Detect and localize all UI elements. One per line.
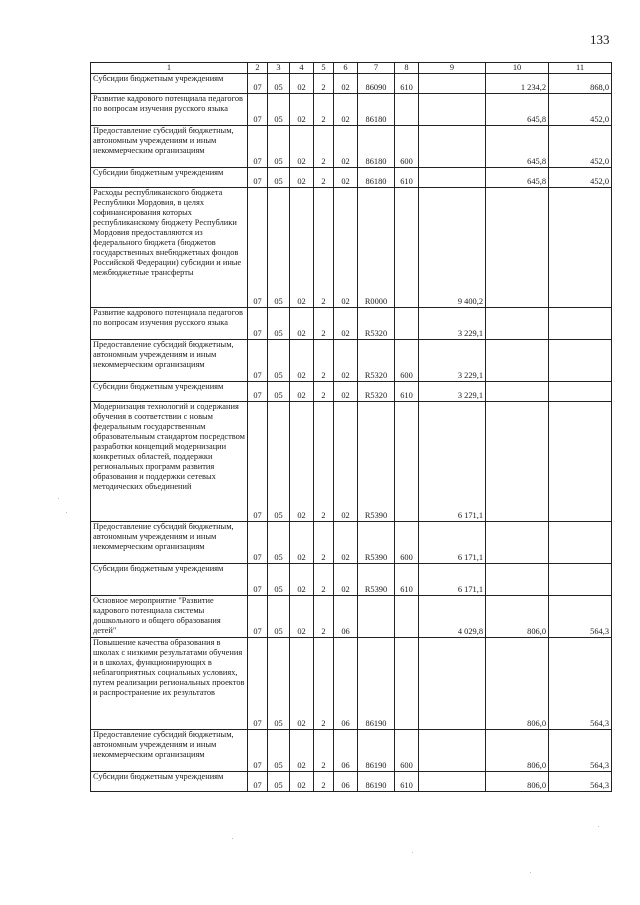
row-description: Развитие кадрового потенциала педагогов по вопросам изучения русского языка [91,94,248,126]
cell-program: 02 [290,168,314,188]
column-header: 2 [248,63,268,74]
cell-amount-col9: 9 400,2 [419,188,486,308]
cell-amount-col11: 452,0 [549,168,612,188]
column-header: 3 [268,63,290,74]
cell-subprogram: 2 [314,126,334,168]
cell-amount-col11: 564,3 [549,730,612,772]
table-row [91,94,612,126]
cell-target-code: R5390 [358,402,395,522]
cell-section: 07 [248,74,268,94]
column-header: 4 [290,63,314,74]
table-header-row [91,63,612,74]
cell-amount-col10: 806,0 [486,730,549,772]
cell-target-code: R5320 [358,340,395,382]
cell-section: 07 [248,564,268,596]
cell-section: 07 [248,772,268,792]
cell-event: 06 [334,772,358,792]
cell-event: 02 [334,522,358,564]
scan-speck [530,872,531,873]
cell-program: 02 [290,638,314,730]
cell-program: 02 [290,74,314,94]
cell-event: 02 [334,402,358,522]
cell-subsection: 05 [268,126,290,168]
row-description: Повышение качества образования в школах с низкими результатами обучения и в школах, функционирующих в неблагоприятных социальных условиях, путем реализации региональных проектов и распространение их результатов [91,638,248,730]
scan-speck [598,826,599,827]
cell-event: 02 [334,382,358,402]
cell-amount-col11 [549,402,612,522]
cell-section: 07 [248,340,268,382]
cell-section: 07 [248,522,268,564]
cell-expense-type: 610 [395,382,419,402]
cell-program: 02 [290,402,314,522]
table-row [91,340,612,382]
cell-target-code: 86190 [358,772,395,792]
cell-section: 07 [248,308,268,340]
cell-subsection: 05 [268,340,290,382]
cell-amount-col10 [486,340,549,382]
cell-subsection: 05 [268,564,290,596]
cell-amount-col10 [486,402,549,522]
cell-event: 02 [334,74,358,94]
cell-amount-col9: 6 171,1 [419,522,486,564]
cell-section: 07 [248,382,268,402]
cell-program: 02 [290,340,314,382]
cell-subprogram: 2 [314,94,334,126]
cell-amount-col11 [549,522,612,564]
row-description: Субсидии бюджетным учреждениям [91,382,248,402]
row-description: Основное мероприятие "Развитие кадрового потенциала системы дошкольного и общего образования детей" [91,596,248,638]
row-description: Расходы республиканского бюджета Республики Мордовия, в целях софинансирования которых республиканскому бюджету Республики Мордовия предоставляются из федерального бюджета (бюджетов государственных внебюджетных фондов Российской Федерации) субсидии и иные межбюджетные трансферты [91,188,248,308]
cell-section: 07 [248,126,268,168]
cell-program: 02 [290,308,314,340]
cell-target-code: 86190 [358,638,395,730]
cell-subprogram: 2 [314,340,334,382]
cell-amount-col10 [486,522,549,564]
scan-speck [58,498,59,499]
scan-speck [412,852,413,853]
row-description: Предоставление субсидий бюджетным, автономным учреждениям и иным некоммерческим организациям [91,340,248,382]
column-header: 8 [395,63,419,74]
cell-amount-col10 [486,382,549,402]
cell-amount-col11 [549,188,612,308]
cell-section: 07 [248,638,268,730]
cell-expense-type: 610 [395,564,419,596]
cell-amount-col9 [419,168,486,188]
table-row [91,382,612,402]
table-row [91,168,612,188]
cell-amount-col9: 6 171,1 [419,402,486,522]
cell-subprogram: 2 [314,74,334,94]
cell-target-code: 86180 [358,126,395,168]
cell-target-code: 86180 [358,94,395,126]
table-row [91,772,612,792]
cell-event: 06 [334,730,358,772]
cell-section: 07 [248,402,268,522]
cell-subsection: 05 [268,730,290,772]
row-description: Предоставление субсидий бюджетным, автономным учреждениям и иным некоммерческим организациям [91,126,248,168]
cell-program: 02 [290,772,314,792]
cell-event: 02 [334,126,358,168]
cell-target-code: R0000 [358,188,395,308]
cell-amount-col9 [419,126,486,168]
column-header: 10 [486,63,549,74]
cell-target-code: R5320 [358,308,395,340]
cell-subprogram: 2 [314,308,334,340]
row-description: Субсидии бюджетным учреждениям [91,564,248,596]
cell-amount-col11 [549,564,612,596]
cell-expense-type: 610 [395,772,419,792]
row-description: Развитие кадрового потенциала педагогов по вопросам изучения русского языка [91,308,248,340]
cell-event: 06 [334,596,358,638]
cell-amount-col11: 452,0 [549,94,612,126]
cell-program: 02 [290,188,314,308]
cell-program: 02 [290,126,314,168]
cell-section: 07 [248,168,268,188]
table-body [91,74,612,792]
scan-speck [66,512,67,513]
cell-program: 02 [290,564,314,596]
cell-subprogram: 2 [314,522,334,564]
cell-subprogram: 2 [314,382,334,402]
cell-subprogram: 2 [314,168,334,188]
cell-event: 06 [334,638,358,730]
cell-amount-col9: 6 171,1 [419,564,486,596]
row-description: Модернизация технологий и содержания обучения в соответствии с новым федеральным государственным образовательным стандартом посредством разработки концепций модернизации конкретных областей, поддержки региональных программ развития образования и поддержки сетевых методических объединений [91,402,248,522]
cell-program: 02 [290,94,314,126]
cell-expense-type [395,402,419,522]
cell-amount-col10: 806,0 [486,638,549,730]
cell-amount-col9: 4 029,8 [419,596,486,638]
cell-program: 02 [290,596,314,638]
cell-amount-col11: 452,0 [549,126,612,168]
cell-subsection: 05 [268,94,290,126]
cell-amount-col9 [419,638,486,730]
cell-program: 02 [290,730,314,772]
row-description: Предоставление субсидий бюджетным, автономным учреждениям и иным некоммерческим организациям [91,522,248,564]
cell-target-code: R5390 [358,564,395,596]
cell-event: 02 [334,94,358,126]
table-row [91,402,612,522]
row-description: Субсидии бюджетным учреждениям [91,168,248,188]
scan-speck [232,838,233,839]
cell-target-code: 86190 [358,730,395,772]
cell-expense-type: 600 [395,340,419,382]
cell-amount-col9 [419,94,486,126]
cell-event: 02 [334,340,358,382]
cell-amount-col10: 806,0 [486,772,549,792]
cell-event: 02 [334,564,358,596]
cell-subprogram: 2 [314,596,334,638]
cell-amount-col9: 3 229,1 [419,382,486,402]
cell-amount-col11: 564,3 [549,638,612,730]
table-row [91,188,612,308]
cell-amount-col10: 1 234,2 [486,74,549,94]
cell-subprogram: 2 [314,188,334,308]
cell-amount-col10 [486,564,549,596]
cell-amount-col10: 645,8 [486,126,549,168]
cell-section: 07 [248,188,268,308]
cell-subsection: 05 [268,168,290,188]
cell-subsection: 05 [268,74,290,94]
table-row [91,638,612,730]
column-header: 5 [314,63,334,74]
cell-expense-type [395,638,419,730]
cell-subprogram: 2 [314,564,334,596]
column-header: 11 [549,63,612,74]
cell-program: 02 [290,382,314,402]
row-description: Предоставление субсидий бюджетным, автономным учреждениям и иным некоммерческим организациям [91,730,248,772]
cell-subprogram: 2 [314,402,334,522]
cell-subprogram: 2 [314,638,334,730]
budget-table [90,62,612,792]
cell-amount-col11: 564,3 [549,772,612,792]
column-header: 7 [358,63,395,74]
cell-amount-col10: 806,0 [486,596,549,638]
cell-subprogram: 2 [314,772,334,792]
cell-target-code: 86090 [358,74,395,94]
table-row [91,126,612,168]
cell-amount-col10 [486,308,549,340]
cell-expense-type: 600 [395,730,419,772]
cell-amount-col9: 3 229,1 [419,340,486,382]
table-row [91,564,612,596]
cell-section: 07 [248,94,268,126]
row-description: Субсидии бюджетным учреждениям [91,74,248,94]
cell-section: 07 [248,596,268,638]
cell-subsection: 05 [268,382,290,402]
cell-event: 02 [334,168,358,188]
cell-expense-type [395,596,419,638]
column-header: 6 [334,63,358,74]
table-row [91,308,612,340]
row-description: Субсидии бюджетным учреждениям [91,772,248,792]
cell-amount-col11 [549,382,612,402]
cell-subprogram: 2 [314,730,334,772]
cell-amount-col11: 868,0 [549,74,612,94]
cell-subsection: 05 [268,402,290,522]
cell-subsection: 05 [268,188,290,308]
cell-event: 02 [334,188,358,308]
cell-section: 07 [248,730,268,772]
table-row [91,596,612,638]
cell-amount-col9 [419,730,486,772]
cell-amount-col9 [419,74,486,94]
cell-target-code: R5390 [358,522,395,564]
cell-subsection: 05 [268,638,290,730]
cell-expense-type: 600 [395,522,419,564]
cell-subsection: 05 [268,522,290,564]
cell-amount-col11 [549,308,612,340]
cell-expense-type [395,94,419,126]
cell-expense-type [395,188,419,308]
cell-amount-col10: 645,8 [486,94,549,126]
cell-amount-col10 [486,188,549,308]
column-header: 1 [91,63,248,74]
cell-program: 02 [290,522,314,564]
table-row [91,74,612,94]
cell-subsection: 05 [268,596,290,638]
cell-amount-col11: 564,3 [549,596,612,638]
cell-target-code: R5320 [358,382,395,402]
cell-amount-col10: 645,8 [486,168,549,188]
cell-expense-type: 600 [395,126,419,168]
cell-expense-type: 610 [395,74,419,94]
cell-expense-type: 610 [395,168,419,188]
cell-expense-type [395,308,419,340]
cell-subsection: 05 [268,308,290,340]
cell-subsection: 05 [268,772,290,792]
cell-target-code [358,596,395,638]
column-header: 9 [419,63,486,74]
cell-event: 02 [334,308,358,340]
cell-amount-col11 [549,340,612,382]
cell-amount-col9 [419,772,486,792]
table-row [91,522,612,564]
page-number: 133 [590,32,610,47]
cell-amount-col9: 3 229,1 [419,308,486,340]
table-row [91,730,612,772]
cell-target-code: 86180 [358,168,395,188]
